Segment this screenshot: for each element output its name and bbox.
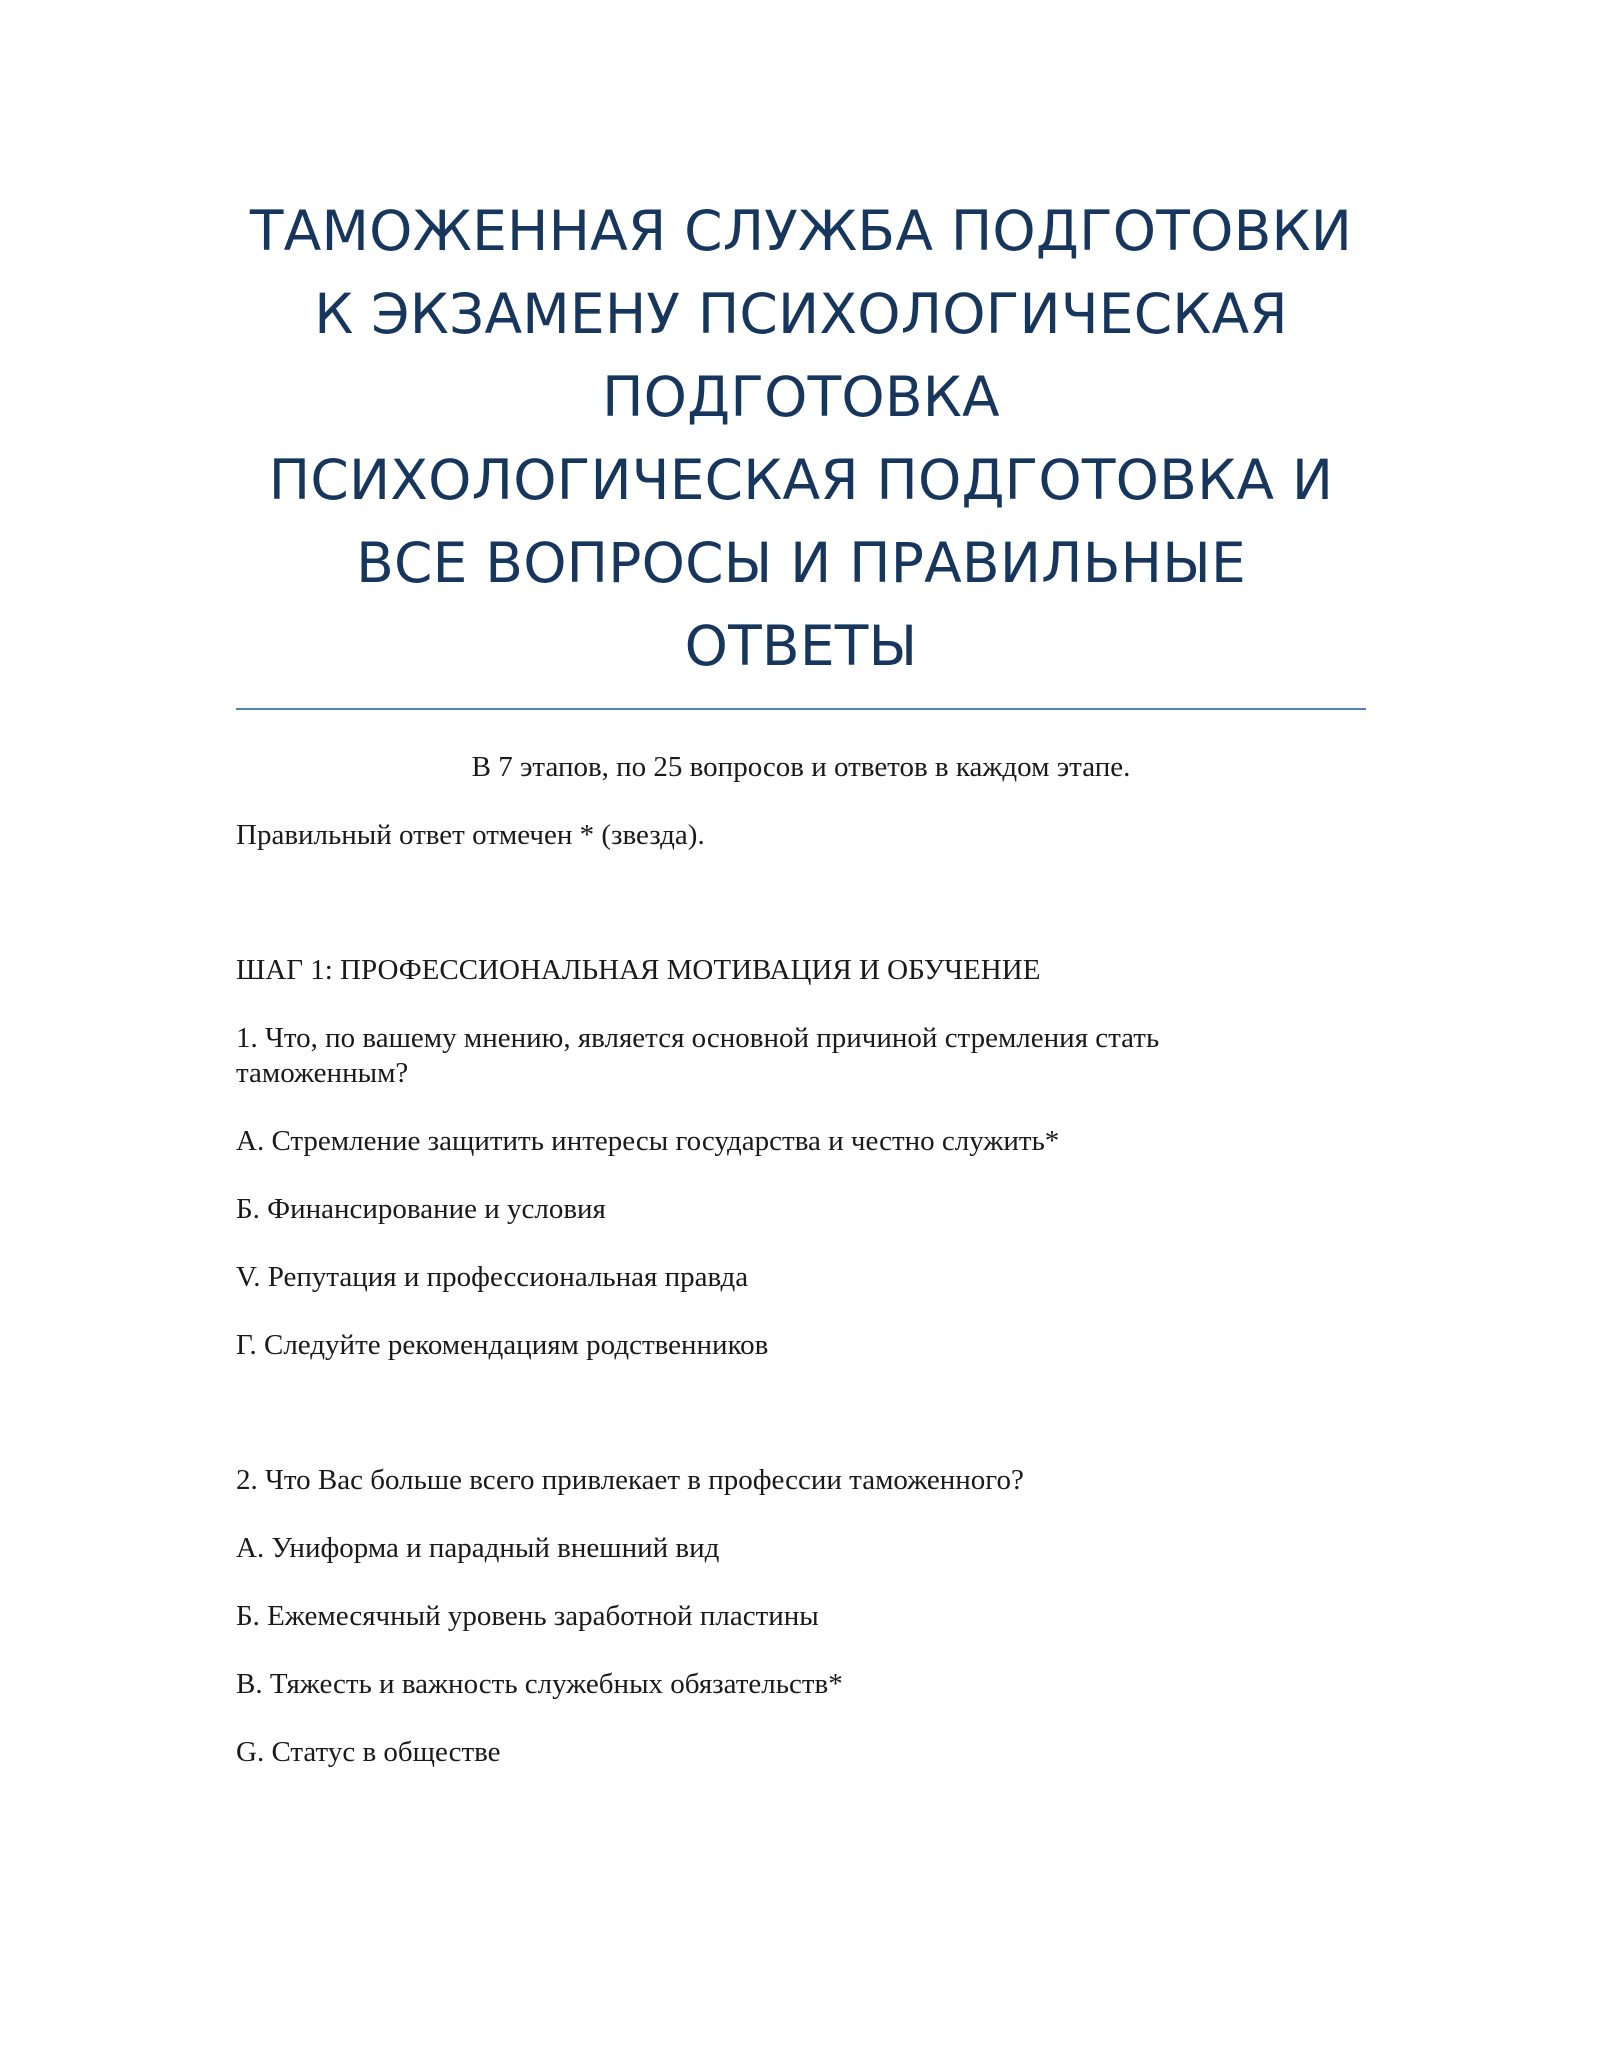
title-underline [236,708,1366,710]
question-text-line: 1. Что, по вашему мнению, является основной причиной стремления стать [236,1022,1160,1054]
title-line: ПОДГОТОВКА [602,365,1000,429]
answer-option: Б. Ежемесячный уровень заработной пластины [236,1600,819,1632]
document-content [236,190,1366,1770]
answer-option: G. Статус в обществе [236,1736,501,1768]
question-1 [236,1021,1366,1363]
document-title [236,190,1366,688]
question-2 [236,1463,1366,1770]
question-text [236,1021,1366,1091]
answer-option: Г. Следуйте рекомендациям родственников [236,1329,769,1361]
title-line: ПСИХОЛОГИЧЕСКАЯ ПОДГОТОВКА И [268,448,1334,512]
answer-option: Б. Финансирование и условия [236,1193,606,1225]
answer-option: В. Тяжесть и важность служебных обязательств* [236,1668,843,1700]
answer-option: A. Стремление защитить интересы государства и честно служить* [236,1125,1060,1157]
title-line: К ЭКЗАМЕНУ ПСИХОЛОГИЧЕСКАЯ [314,282,1288,346]
question-text-line: таможенным? [236,1057,409,1089]
answer-key-note: Правильный ответ отмечен * (звезда). [236,819,705,851]
title-line: ОТВЕТЫ [684,614,918,678]
answer-list [236,1124,1366,1363]
answer-option: А. Униформа и парадный внешний вид [236,1532,720,1564]
answer-list [236,1531,1366,1770]
title-line: ТАМОЖЕННАЯ СЛУЖБА ПОДГОТОВКИ [249,199,1353,263]
document-subtitle: В 7 этапов, по 25 вопросов и ответов в каждом этапе. [471,751,1131,783]
question-text [236,1463,1366,1498]
question-text-line: 2. Что Вас больше всего привлекает в профессии таможенного? [236,1464,1024,1496]
step-heading: ШАГ 1: ПРОФЕССИОНАЛЬНАЯ МОТИВАЦИЯ И ОБУЧЕНИЕ [236,954,1041,986]
answer-option: V. Репутация и профессиональная правда [236,1261,749,1293]
title-line: ВСЕ ВОПРОСЫ И ПРАВИЛЬНЫЕ [356,531,1246,595]
